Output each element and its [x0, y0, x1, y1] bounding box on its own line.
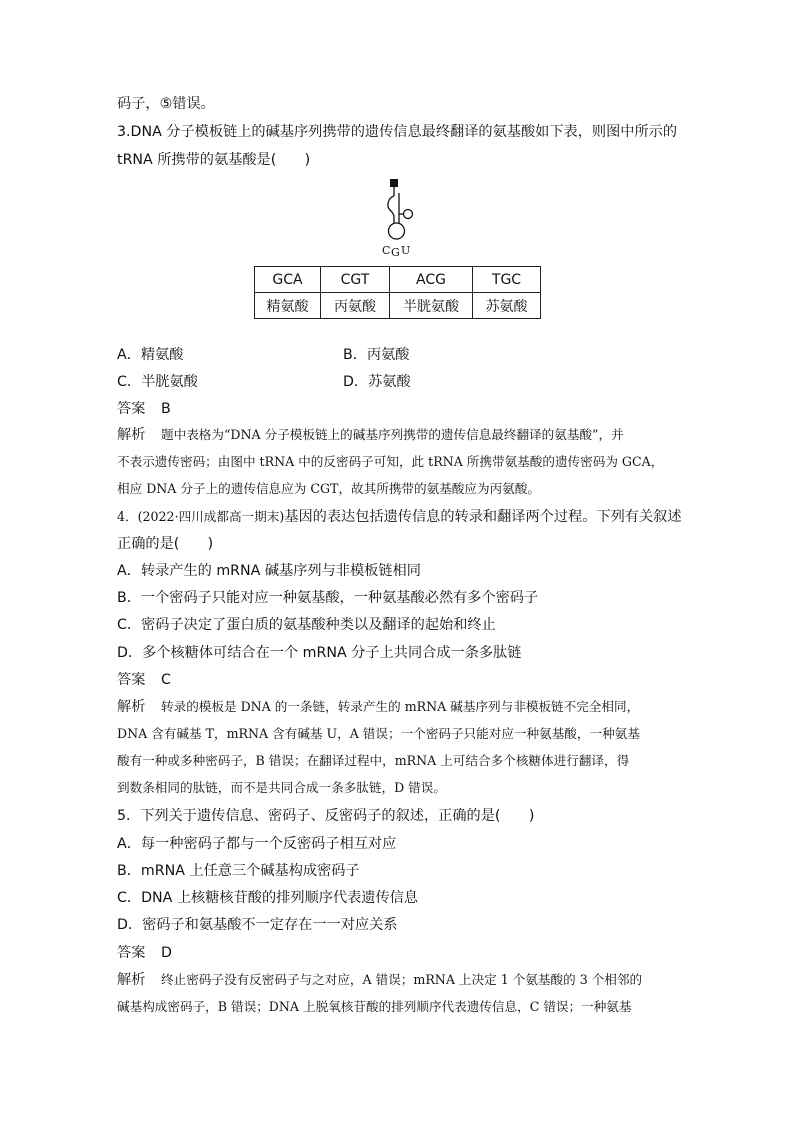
- q3-analysis-line3: 相应 DNA 分子上的遗传信息应为 CGT，故其所携带的氨基酸应为丙氨酸。: [117, 481, 540, 496]
- codon-table: [254, 266, 541, 319]
- anticodon-loop: [389, 223, 405, 239]
- q4-option-c: C．密码子决定了蛋白质的氨基酸种类以及翻译的起始和终止: [117, 617, 496, 633]
- q3-option-a: A．精氨酸: [117, 347, 184, 363]
- table-cell: 丙氨酸: [321, 293, 390, 319]
- answer-value: D: [161, 945, 172, 961]
- table-cell: GCA: [255, 267, 321, 293]
- q5-analysis-line2: 碱基构成密码子，B 错误；DNA 上脱氧核苷酸的排列顺序代表遗传信息，C 错误；一种氨基: [117, 999, 632, 1014]
- q4-answer: [117, 670, 171, 690]
- q4-stem-line1: [117, 507, 682, 527]
- q5-option-d: D．密码子和氨基酸不一定存在一一对应关系: [117, 917, 398, 933]
- table-cell: CGT: [321, 267, 390, 293]
- answer-label: 答案: [117, 672, 146, 688]
- q5-answer: [117, 943, 172, 963]
- q4-option-b: B．一个密码子只能对应一种氨基酸，一种氨基酸必然有多个密码子: [117, 590, 539, 606]
- q5-option-c: C．DNA 上核糖核苷酸的排列顺序代表遗传信息: [117, 890, 419, 906]
- q4-analysis-line2: DNA 含有碱基 T，mRNA 含有碱基 U，A 错误；一个密码子只能对应一种氨基酸，一种氨基: [117, 726, 640, 741]
- amino-acid-row: [255, 293, 541, 319]
- t-loop: [404, 210, 413, 219]
- answer-label: 答案: [117, 945, 146, 961]
- anticodon-base-1: C: [382, 244, 391, 257]
- table-cell: 半胱氨酸: [390, 293, 473, 319]
- amino-acid-site-square: [390, 179, 398, 187]
- answer-value: C: [161, 672, 171, 688]
- q5-stem: 5．下列关于遗传信息、密码子、反密码子的叙述，正确的是( ): [117, 808, 535, 824]
- analysis-label: 解析: [117, 427, 146, 443]
- analysis-label: 解析: [117, 699, 146, 715]
- q3-stem-line2: tRNA 所携带的氨基酸是( ): [117, 152, 311, 168]
- table-cell: TGC: [473, 267, 541, 293]
- q5-option-b: B．mRNA 上任意三个碱基构成密码子: [117, 863, 360, 879]
- q3-option-c: C．半胱氨酸: [117, 374, 198, 390]
- q4-stem-line2: 正确的是( ): [117, 536, 214, 552]
- table-cell: 苏氨酸: [473, 293, 541, 319]
- q4-analysis-line3: 酸有一种或多种密码子，B 错误；在翻译过程中，mRNA 上可结合多个核糖体进行翻译，得: [117, 753, 630, 768]
- analysis-label: 解析: [117, 972, 146, 988]
- trna-figure: [368, 176, 428, 260]
- anticodon-base-3: U: [401, 244, 411, 257]
- q3-analysis-line1: [117, 425, 624, 445]
- q4-analysis-line1: [117, 697, 639, 717]
- codon-row: [255, 267, 541, 293]
- table-cell: 精氨酸: [255, 293, 321, 319]
- q4-stem-text: 基因的表达包括遗传信息的转录和翻译两个过程。下列有关叙述: [284, 509, 682, 525]
- q4-source: 4．(2022·四川成都高一期末): [117, 509, 285, 524]
- answer-value: B: [161, 401, 171, 417]
- q4-option-a: A．转录产生的 mRNA 碱基序列与非模板链相同: [117, 563, 421, 579]
- analysis-text: 转录的模板是 DNA 的一条链，转录产生的 mRNA 碱基序列与非模板链不完全相同，: [161, 699, 640, 714]
- q5-option-a: A．每一种密码子都与一个反密码子相互对应: [117, 836, 397, 852]
- q4-option-d: D．多个核糖体可结合在一个 mRNA 分子上共同合成一条多肽链: [117, 645, 522, 661]
- q5-analysis-line1: [117, 970, 642, 990]
- q3-analysis-line2: 不表示遗传密码；由图中 tRNA 中的反密码子可知，此 tRNA 所携带氨基酸的遗传密码为 GCA，: [117, 454, 664, 469]
- q3-stem-line1: 3.DNA 分子模板链上的碱基序列携带的遗传信息最终翻译的氨基酸如下表，则图中所示的: [117, 124, 678, 140]
- continuation-text: 码子，⑤错误。: [117, 96, 215, 112]
- q4-analysis-line4: 到数条相同的肽链，而不是共同合成一条多肽链，D 错误。: [117, 780, 446, 795]
- q3-option-b: B．丙氨酸: [343, 347, 410, 363]
- q3-answer: [117, 399, 171, 419]
- answer-label: 答案: [117, 401, 146, 417]
- analysis-text: 题中表格为“DNA 分子模板链上的碱基序列携带的遗传信息最终翻译的氨基酸”，并: [161, 427, 624, 442]
- table-cell: ACG: [390, 267, 473, 293]
- q3-option-d: D．苏氨酸: [343, 374, 411, 390]
- analysis-text: 终止密码子没有反密码子与之对应，A 错误；mRNA 上决定 1 个氨基酸的 3 个相邻的: [161, 972, 643, 987]
- anticodon-base-2: G: [391, 246, 400, 259]
